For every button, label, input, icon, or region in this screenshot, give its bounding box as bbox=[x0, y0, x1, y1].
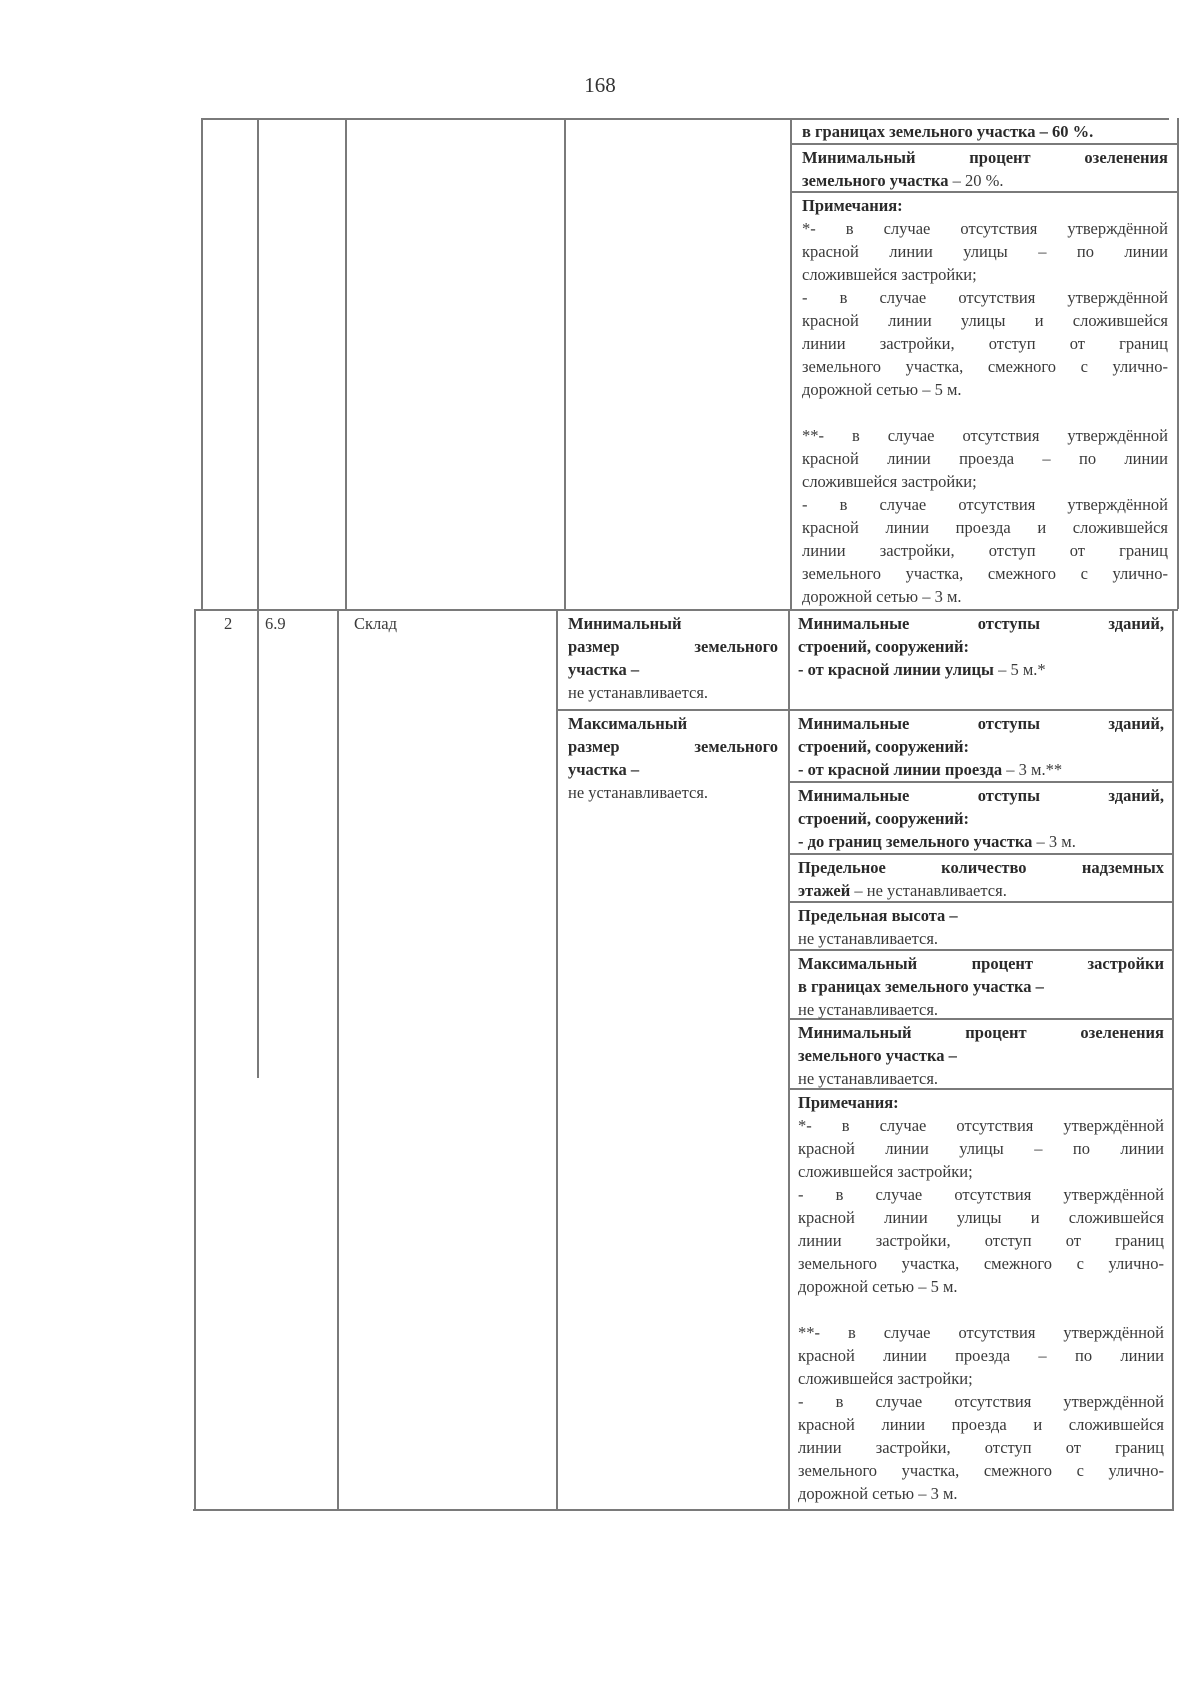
greening-cell-top: Минимальный процент озеленения земельного участка – 20 %. bbox=[802, 148, 1168, 190]
notes-title: Примечания: bbox=[802, 196, 903, 215]
notes-cell-top: Примечания: *- в случае отсутствия утверждённой красной линии улицы – по линии сложившейся застройки; - в случае отсутствия утверждённой красной линии улицы и сложившейся линии застройки, отступ от границ земельного участка, смежного с улично- дорожной сетью – 5 м. **- в случае отсутствия утверждённой красной линии проезда – по линии сложившейся застройки; - в случае отсутствия утверждённой красной линии проезда и сложившейся линии застройки, отступ от границ земельного участка, смежного с улично- дорожной сетью – 3 м. bbox=[802, 196, 1168, 606]
building-percent-tail-cell bbox=[802, 120, 1168, 143]
notes-title-row2: Примечания: bbox=[798, 1093, 899, 1112]
page-number: 168 bbox=[584, 73, 616, 97]
floors-cell: Предельное количество надземных этажей – не устанавливается. bbox=[798, 858, 1164, 900]
row-number: 2 bbox=[224, 614, 233, 633]
notes-cell: Примечания: *- в случае отсутствия утверждённой красной линии улицы – по линии сложившейся застройки; - в случае отсутствия утверждённой красной линии улицы и сложившейся линии застройки, отступ от границ земельного участка, смежного с улично- дорожной сетью – 5 м. **- в случае отсутствия утверждённой красной линии проезда – по линии сложившейся застройки; - в случае отсутствия утверждённой красной линии проезда и сложившейся линии застройки, отступ от границ земельного участка, смежного с улично- дорожной сетью – 3 м. bbox=[798, 1093, 1164, 1503]
max-size-cell: Максимальный размер земельного участка – не устанавливается. bbox=[568, 714, 778, 802]
setback-border-cell: Минимальные отступы зданий, строений, сооружений: - до границ земельного участка – 3 м. bbox=[798, 786, 1164, 851]
height-cell: Предельная высота – не устанавливается. bbox=[798, 906, 958, 948]
row-name: Склад bbox=[354, 614, 397, 633]
row-code: 6.9 bbox=[265, 614, 286, 633]
greening-cell: Минимальный процент озеленения земельного участка – не устанавливается. bbox=[798, 1023, 1164, 1088]
building-percent-tail: в границах земельного участка – 60 %. bbox=[802, 122, 1094, 141]
building-percent-cell: Максимальный процент застройки в границах земельного участка – не устанавливается. bbox=[798, 954, 1164, 1019]
min-size-cell: Минимальный размер земельного участка – не устанавливается. bbox=[568, 614, 778, 702]
setback-street-cell: Минимальные отступы зданий, строений, сооружений: - от красной линии улицы – 5 м.* bbox=[798, 614, 1164, 679]
setback-passage-cell: Минимальные отступы зданий, строений, сооружений: - от красной линии проезда – 3 м.** bbox=[798, 714, 1164, 779]
